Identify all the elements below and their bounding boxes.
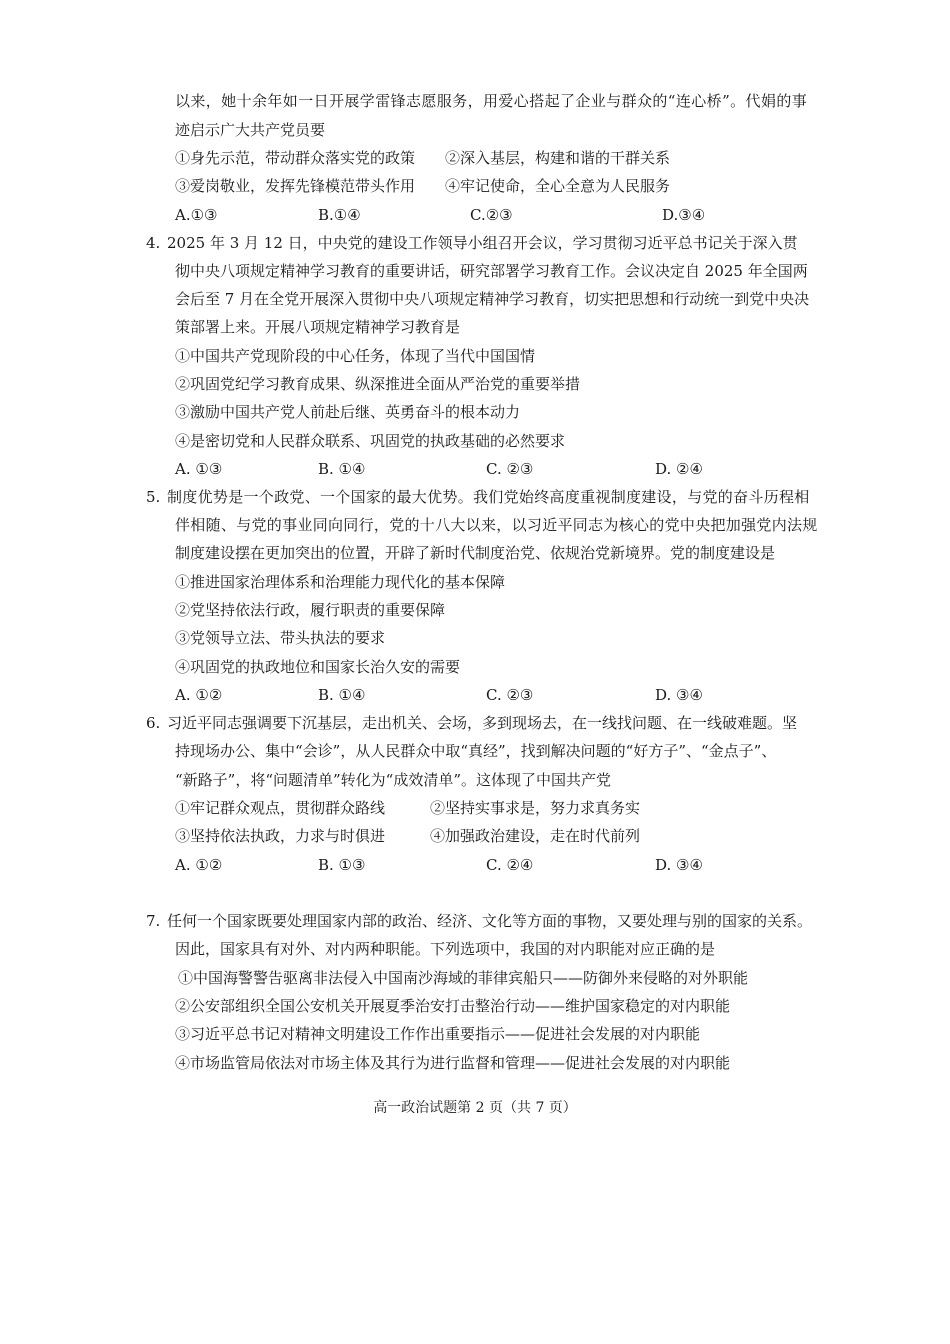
q4-option-b: B. ①④ — [318, 460, 366, 478]
q3-item-2: ②深入基层，构建和谐的干群关系 — [445, 149, 671, 167]
q6-stem-line-3: “新路子”，将“问题清单”转化为“成效清单”。这体现了中国共产党 — [175, 771, 612, 789]
q5-item-2: ②党坚持依法行政，履行职责的重要保障 — [175, 601, 446, 619]
q5-option-a: A. ①② — [175, 686, 223, 704]
q5-item-3: ③党领导立法、带头执法的要求 — [175, 629, 386, 647]
q6-option-b: B. ①③ — [318, 856, 366, 874]
q6-item-3: ③坚持依法执政，力求与时俱进 — [175, 827, 386, 845]
q4-option-d: D. ②④ — [655, 460, 703, 478]
q6-option-d: D. ③④ — [655, 856, 703, 874]
q5-option-d: D. ③④ — [655, 686, 703, 704]
q3-item-3: ③爱岗敬业，发挥先锋模范带头作用 — [175, 177, 416, 195]
q3-item-4: ④牢记使命，全心全意为人民服务 — [445, 177, 671, 195]
q5-option-c: C. ②③ — [486, 686, 534, 704]
q4-stem-line-4: 策部署上来。开展八项规定精神学习教育是 — [175, 318, 461, 336]
q4-item-2: ②巩固党纪学习教育成果、纵深推进全面从严治党的重要举措 — [175, 375, 581, 393]
q7-number: 7. — [146, 912, 161, 930]
q6-stem-line-2: 持现场办公、集中“会诊”，从人民群众中取“真经”，找到解决问题的“好方子”、“金点子”、 — [175, 742, 777, 760]
q3-option-a: A.①③ — [175, 206, 218, 224]
q7-stem-line-1: 任何一个国家既要处理国家内部的政治、经济、文化等方面的事物，又要处理与别的国家的关系。 — [167, 912, 813, 930]
q5-item-1: ①推进国家治理体系和治理能力现代化的基本保障 — [175, 573, 506, 591]
q3-option-b: B.①④ — [318, 206, 361, 224]
q5-stem-line-3: 制度建设摆在更加突出的位置，开辟了新时代制度治党、依规治党新境界。党的制度建设是 — [175, 544, 776, 562]
q4-stem-line-1: 2025 年 3 月 12 日，中央党的建设工作领导小组召开会议，学习贯彻习近平总书记关于深入贯 — [167, 234, 798, 252]
q3-stem-line-1: 以来，她十余年如一日开展学雷锋志愿服务，用爱心搭起了企业与群众的“连心桥”。代娟的事 — [175, 92, 808, 110]
q6-option-a: A. ①② — [175, 856, 223, 874]
q4-item-3: ③激励中国共产党人前赴后继、英勇奋斗的根本动力 — [175, 403, 521, 421]
q7-stem-line-2: 因此，国家具有对外、对内两种职能。下列选项中，我国的对内职能对应正确的是 — [175, 940, 716, 958]
q4-item-4: ④是密切党和人民群众联系、巩固党的执政基础的必然要求 — [175, 432, 566, 450]
q7-item-4: ④市场监管局依法对市场主体及其行为进行监督和管理——促进社会发展的对内职能 — [175, 1054, 731, 1072]
q3-option-d: D.③④ — [662, 206, 706, 224]
q4-option-c: C. ②③ — [486, 460, 534, 478]
q5-item-4: ④巩固党的执政地位和国家长治久安的需要 — [175, 658, 461, 676]
q5-stem-line-2: 伴相随、与党的事业同向同行，党的十八大以来，以习近平同志为核心的党中央把加强党内法规 — [175, 516, 818, 534]
q6-item-2: ②坚持实事求是，努力求真务实 — [430, 799, 641, 817]
q6-option-c: C. ②④ — [486, 856, 534, 874]
q6-item-1: ①牢记群众观点，贯彻群众路线 — [175, 799, 386, 817]
q7-item-1: ①中国海警警告驱离非法侵入中国南沙海域的菲律宾船只——防御外来侵略的对外职能 — [178, 969, 749, 987]
q4-stem-line-3: 会后至 7 月在全党开展深入贯彻中央八项规定精神学习教育，切实把思想和行动统一到党中央决 — [175, 290, 810, 308]
q4-option-a: A. ①③ — [175, 460, 223, 478]
q6-number: 6. — [146, 714, 161, 732]
q6-item-4: ④加强政治建设，走在时代前列 — [430, 827, 641, 845]
q5-number: 5. — [146, 488, 161, 506]
q7-item-3: ③习近平总书记对精神文明建设工作作出重要指示——促进社会发展的对内职能 — [175, 1025, 701, 1043]
q7-item-2: ②公安部组织全国公安机关开展夏季治安打击整治行动——维护国家稳定的对内职能 — [175, 997, 731, 1015]
q5-option-b: B. ①④ — [318, 686, 366, 704]
q4-number: 4. — [146, 234, 161, 252]
q4-item-1: ①中国共产党现阶段的中心任务，体现了当代中国国情 — [175, 347, 536, 365]
q3-stem-line-2: 迹启示广大共产党员要 — [175, 121, 326, 139]
page-footer: 高一政治试题第 2 页（共 7 页） — [373, 1100, 577, 1116]
q3-item-1: ①身先示范，带动群众落实党的政策 — [175, 149, 416, 167]
q3-option-c: C.②③ — [470, 206, 513, 224]
q4-stem-line-2: 彻中央八项规定精神学习教育的重要讲话，研究部署学习教育工作。会议决定自 2025 年全国两 — [175, 262, 808, 280]
q5-stem-line-1: 制度优势是一个政党、一个国家的最大优势。我们党始终高度重视制度建设，与党的奋斗历程相 — [167, 488, 810, 506]
q6-stem-line-1: 习近平同志强调要下沉基层，走出机关、会场，多到现场去，在一线找问题、在一线破难题。坚 — [167, 714, 798, 732]
